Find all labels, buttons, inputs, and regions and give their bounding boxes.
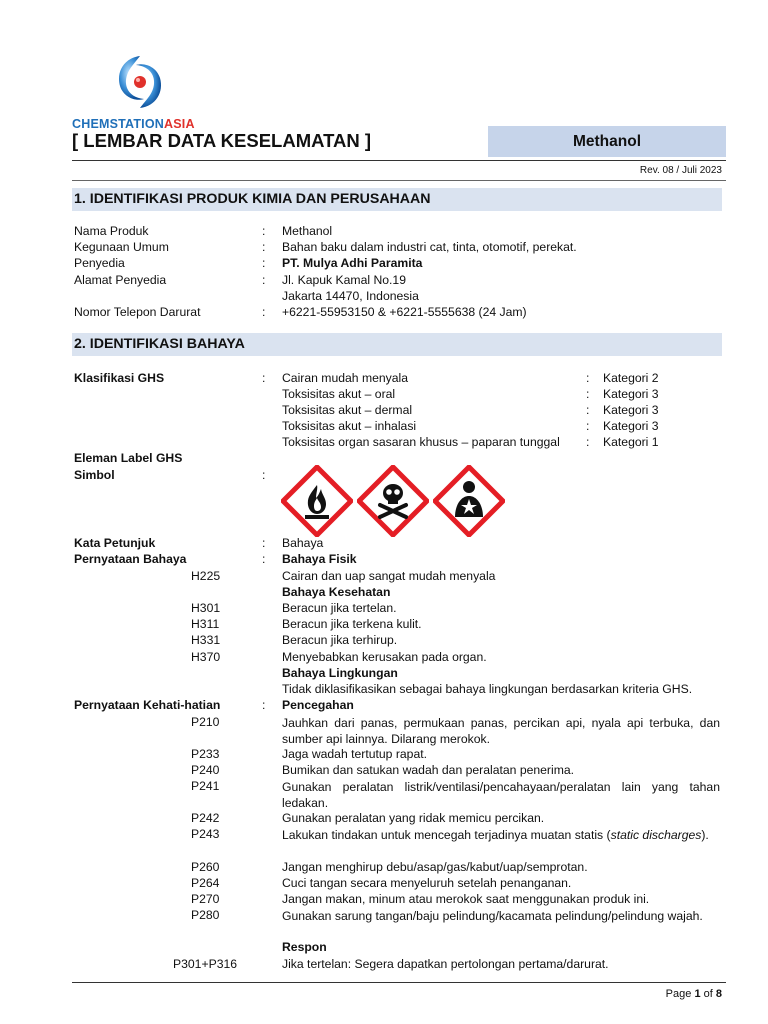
environmental-hazard-text: Tidak diklasifikasikan sebagai bahaya lingkungan berdasarkan kriteria GHS. [282, 682, 693, 696]
health-hazard-heading: Bahaya Kesehatan [282, 585, 391, 599]
statement-code: H225 [191, 569, 221, 583]
statement-text: Jangan menghirup debu/asap/gas/kabut/uap/semprotan. [282, 860, 588, 874]
header-divider-2 [72, 180, 726, 181]
statement-text: Jangan makan, minum atau merokok saat menggunakan produk ini. [282, 892, 650, 906]
field-value: Jl. Kapuk Kamal No.19 [282, 273, 406, 287]
health-hazard-icon [433, 465, 505, 537]
logo-text: CHEMSTATIONASIA [72, 117, 195, 131]
revision-label: Rev. 08 / Juli 2023 [639, 165, 722, 176]
field-value: +6221-55953150 & +6221-5555638 (24 Jam) [282, 305, 527, 319]
field-label: Nomor Telepon Darurat [74, 305, 201, 319]
response-heading: Respon [282, 940, 327, 954]
statement-code: H370 [191, 650, 221, 664]
environmental-hazard-heading: Bahaya Lingkungan [282, 666, 398, 680]
hazard-class: Toksisitas organ sasaran khusus – paparan tunggal [282, 435, 560, 449]
physical-hazard-heading: Bahaya Fisik [282, 552, 357, 566]
statement-text: Cairan dan uap sangat mudah menyala [282, 569, 496, 583]
field-label: Kegunaan Umum [74, 240, 169, 254]
statement-text: Menyebabkan kerusakan pada organ. [282, 650, 487, 664]
statement-code: H311 [191, 617, 220, 631]
company-logo [72, 52, 222, 132]
document-title: [ LEMBAR DATA KESELAMATAN ] [72, 130, 372, 151]
field-value: Bahan baku dalam industri cat, tinta, otomotif, perekat. [282, 240, 577, 254]
page-number: Page 1 of 8 [665, 988, 722, 1000]
hazard-category: Kategori 3 [603, 403, 659, 417]
statement-code: P243 [191, 827, 220, 841]
flame-icon [281, 465, 353, 537]
hazard-class: Toksisitas akut – dermal [282, 403, 413, 417]
hazard-class: Toksisitas akut – oral [282, 387, 396, 401]
logo-swirl-icon [110, 52, 170, 112]
statement-text: Jauhkan dari panas, permukaan panas, percikan api, nyala api terbuka, dan sumber api lainnya. Dilarang merokok. [282, 716, 720, 746]
hazard-class: Toksisitas akut – inhalasi [282, 419, 417, 433]
statement-code: P260 [191, 860, 220, 874]
product-name-box: Methanol [488, 126, 726, 157]
signal-word: Bahaya [282, 536, 324, 550]
section-2-heading: 2. IDENTIFIKASI BAHAYA [72, 333, 722, 356]
field-label: Nama Produk [74, 224, 149, 238]
statement-text: Lakukan tindakan untuk mencegah terjadinya muatan statis (static discharges). [282, 828, 709, 842]
field-label: Penyedia [74, 256, 125, 270]
statement-code: P241 [191, 779, 220, 793]
field-value: Jakarta 14470, Indonesia [282, 289, 419, 303]
hazard-category: Kategori 3 [603, 387, 659, 401]
field-label: Alamat Penyedia [74, 273, 167, 287]
statement-text: Beracun jika tertelan. [282, 601, 397, 615]
section-1-heading: 1. IDENTIFIKASI PRODUK KIMIA DAN PERUSAHAAN [72, 188, 722, 211]
precautionary-statements-label: Pernyataan Kehati-hatian [74, 698, 221, 712]
ghs-label-elements-label: Eleman Label GHS [74, 451, 183, 465]
statement-code: P264 [191, 876, 220, 890]
supplier-name: PT. Mulya Adhi Paramita [282, 256, 423, 270]
hazard-statements-label: Pernyataan Bahaya [74, 552, 187, 566]
field-value: Methanol [282, 224, 333, 238]
skull-crossbones-icon [357, 465, 429, 537]
statement-code: P210 [191, 715, 220, 729]
hazard-class: Cairan mudah menyala [282, 371, 409, 385]
footer-divider [72, 982, 726, 983]
hazard-category: Kategori 3 [603, 419, 659, 433]
statement-code: P233 [191, 747, 220, 761]
statement-code: P280 [191, 908, 220, 922]
hazard-category: Kategori 2 [603, 371, 659, 385]
ghs-classification-label: Klasifikasi GHS [74, 371, 165, 385]
statement-code: P301+P316 [173, 957, 238, 971]
statement-code: H331 [191, 633, 221, 647]
statement-code: P242 [191, 811, 220, 825]
statement-text: Bumikan dan satukan wadah dan peralatan penerima. [282, 763, 575, 777]
statement-text: Gunakan peralatan listrik/ventilasi/pencahayaan/peralatan lain yang tahan ledakan. [282, 780, 720, 810]
signal-word-label: Kata Petunjuk [74, 536, 156, 550]
hazard-category: Kategori 1 [603, 435, 659, 449]
statement-text: Gunakan peralatan yang ridak memicu percikan. [282, 811, 545, 825]
statement-text: Jika tertelan: Segera dapatkan pertolongan pertama/darurat. [282, 957, 609, 971]
statement-text: Beracun jika terkena kulit. [282, 617, 422, 631]
statement-text: Cuci tangan secara menyeluruh setelah penanganan. [282, 876, 572, 890]
prevention-heading: Pencegahan [282, 698, 354, 712]
statement-text: Jaga wadah tertutup rapat. [282, 747, 427, 761]
statement-code: P240 [191, 763, 220, 777]
statement-text: Beracun jika terhirup. [282, 633, 398, 647]
statement-code: P270 [191, 892, 220, 906]
header-divider [72, 160, 726, 161]
statement-code: H301 [191, 601, 221, 615]
statement-text: Gunakan sarung tangan/baju pelindung/kacamata pelindung/pelindung wajah. [282, 909, 703, 923]
symbol-label: Simbol [74, 468, 115, 482]
